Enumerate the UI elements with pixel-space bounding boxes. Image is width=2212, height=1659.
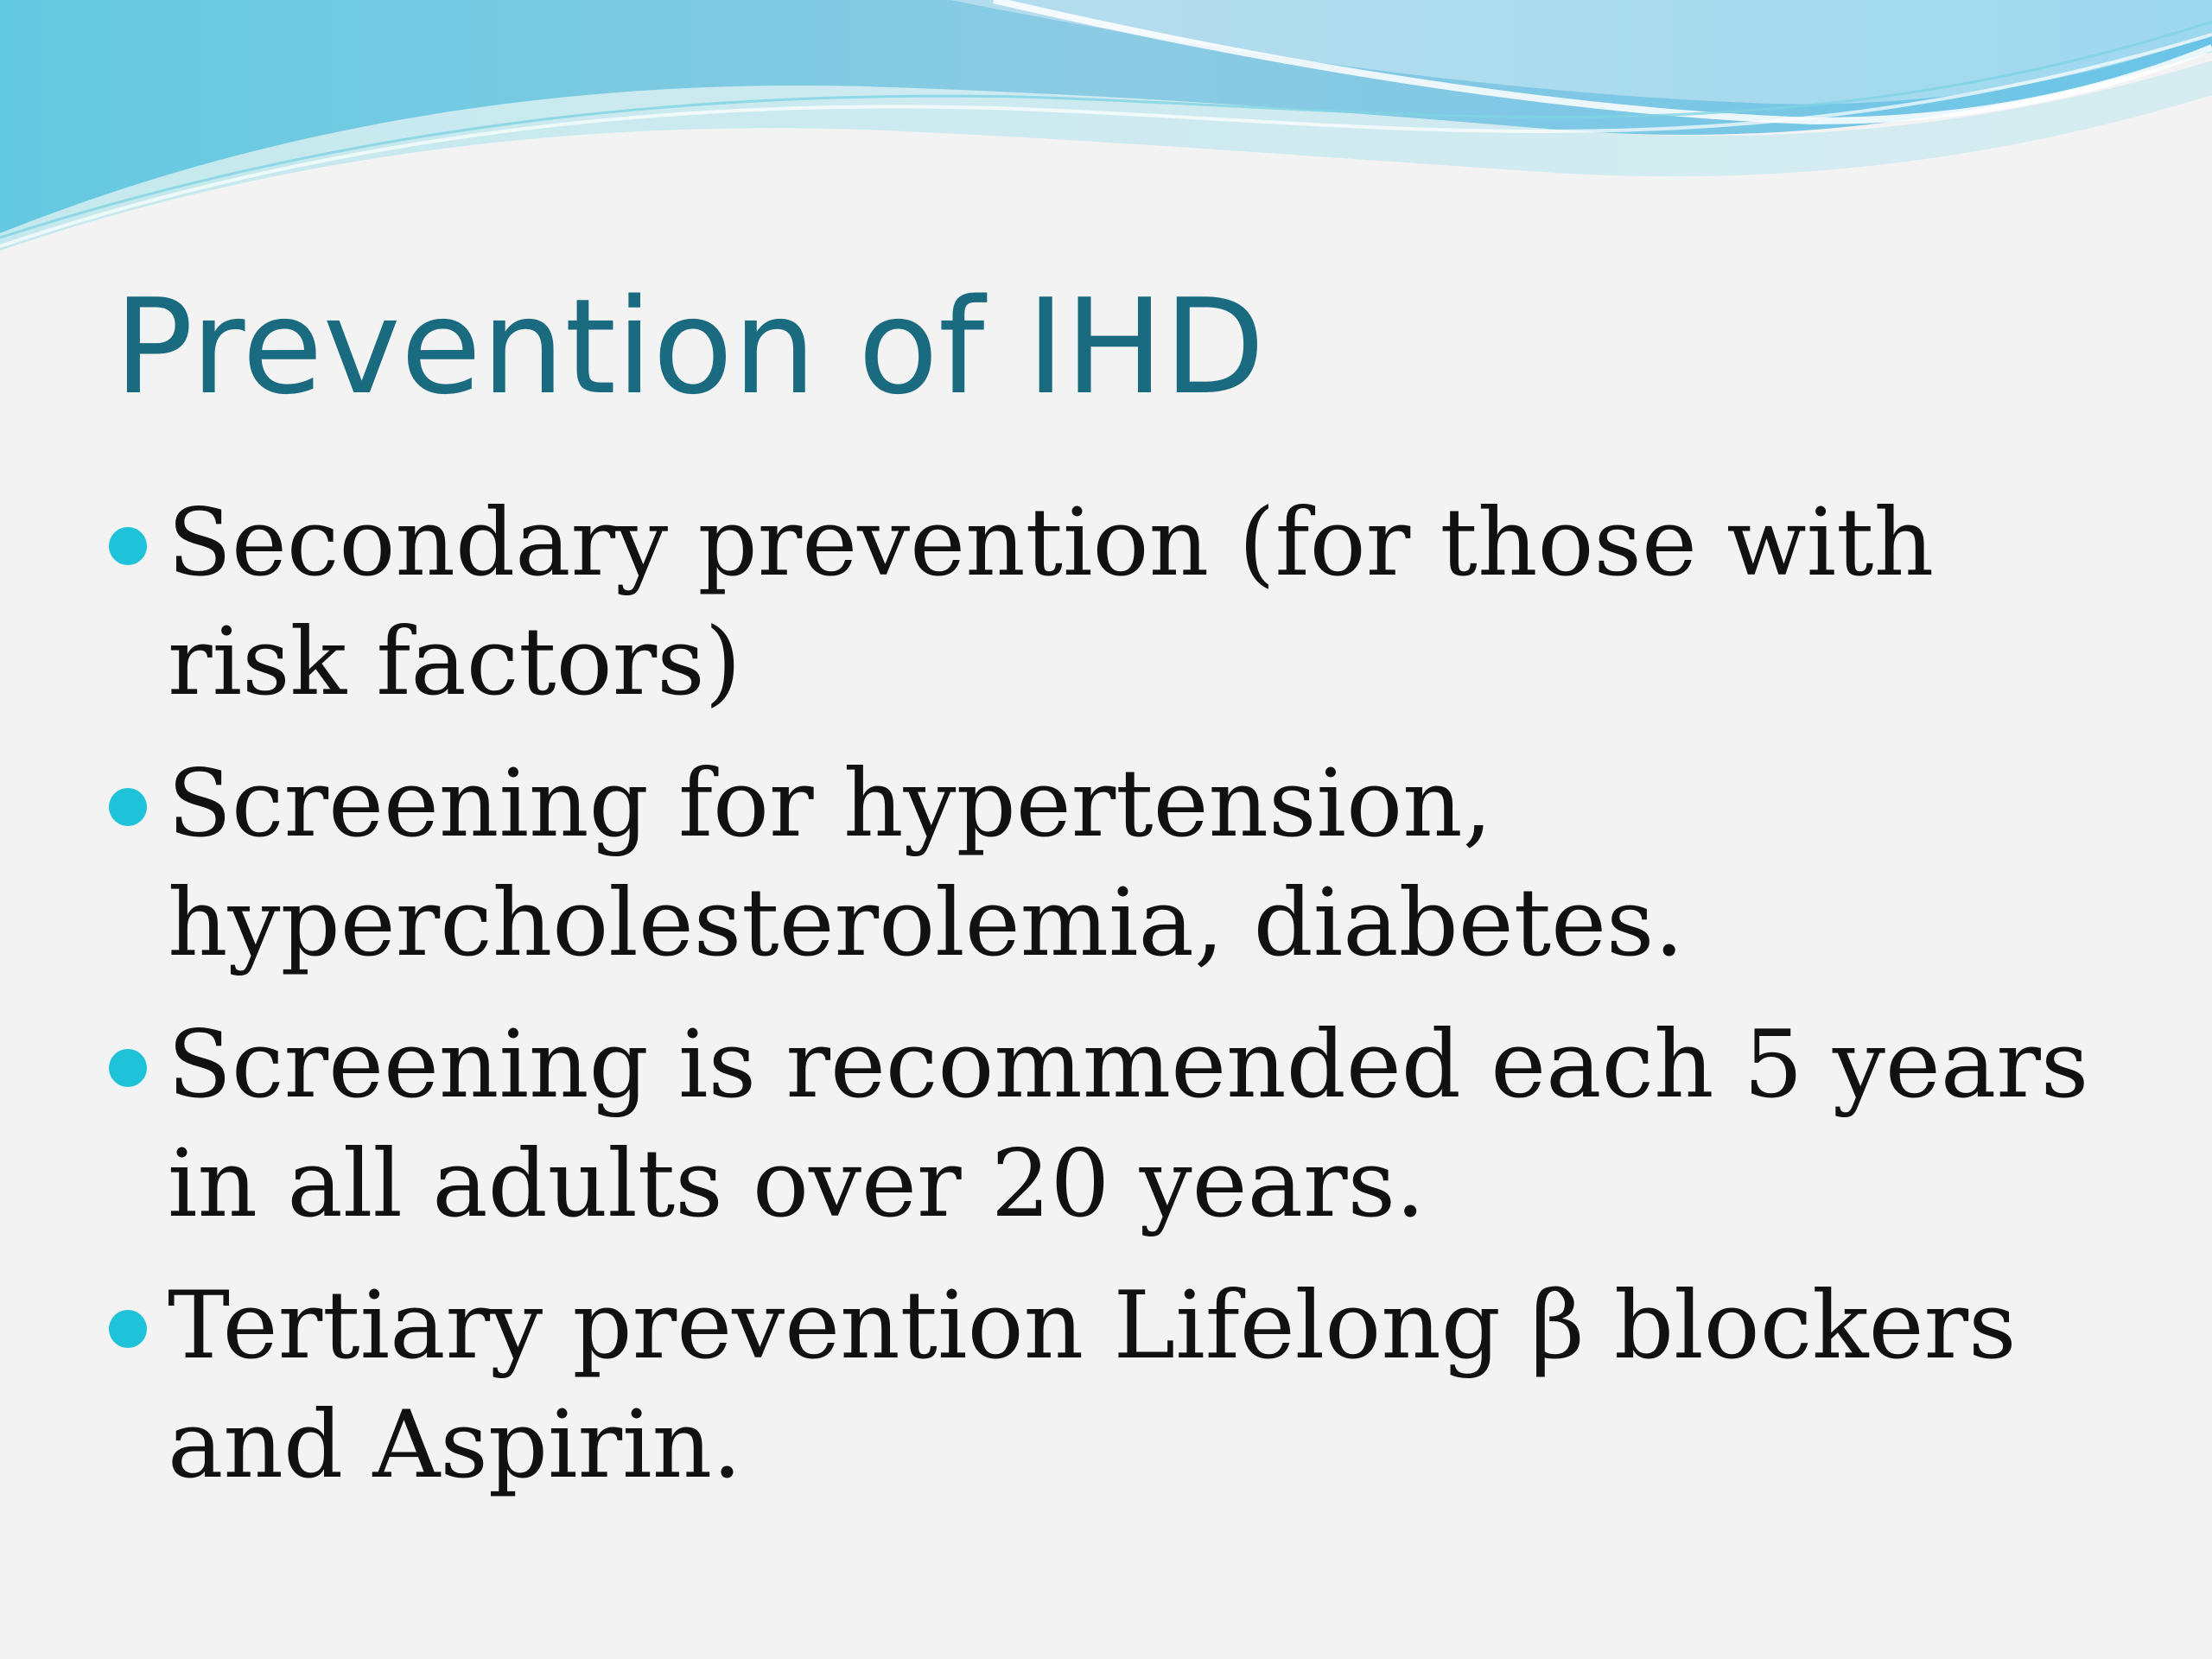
slide-title: Prevention of IHD xyxy=(114,270,1265,423)
bullet-list xyxy=(104,484,2126,1528)
bullet-dot-icon xyxy=(109,527,147,565)
bullet-text: Screening for hypertension, hypercholesterolemia, diabetes. xyxy=(168,750,1684,977)
bullet-text: Screening is recommended each 5 years in all adults over 20 years. xyxy=(168,1011,2089,1238)
bullet-dot-icon xyxy=(109,1310,147,1348)
bullet-item xyxy=(104,1267,2126,1505)
bullet-text: Tertiary prevention Lifelong β blockers and Aspirin. xyxy=(168,1272,2017,1499)
bullet-item xyxy=(104,745,2126,983)
bullet-item xyxy=(104,484,2126,722)
bullet-text: Secondary prevention (for those with risk factors) xyxy=(168,489,1935,716)
bullet-dot-icon xyxy=(109,788,147,826)
header-wave-decoration xyxy=(0,0,2212,259)
bullet-dot-icon xyxy=(109,1049,147,1087)
bullet-item xyxy=(104,1006,2126,1244)
